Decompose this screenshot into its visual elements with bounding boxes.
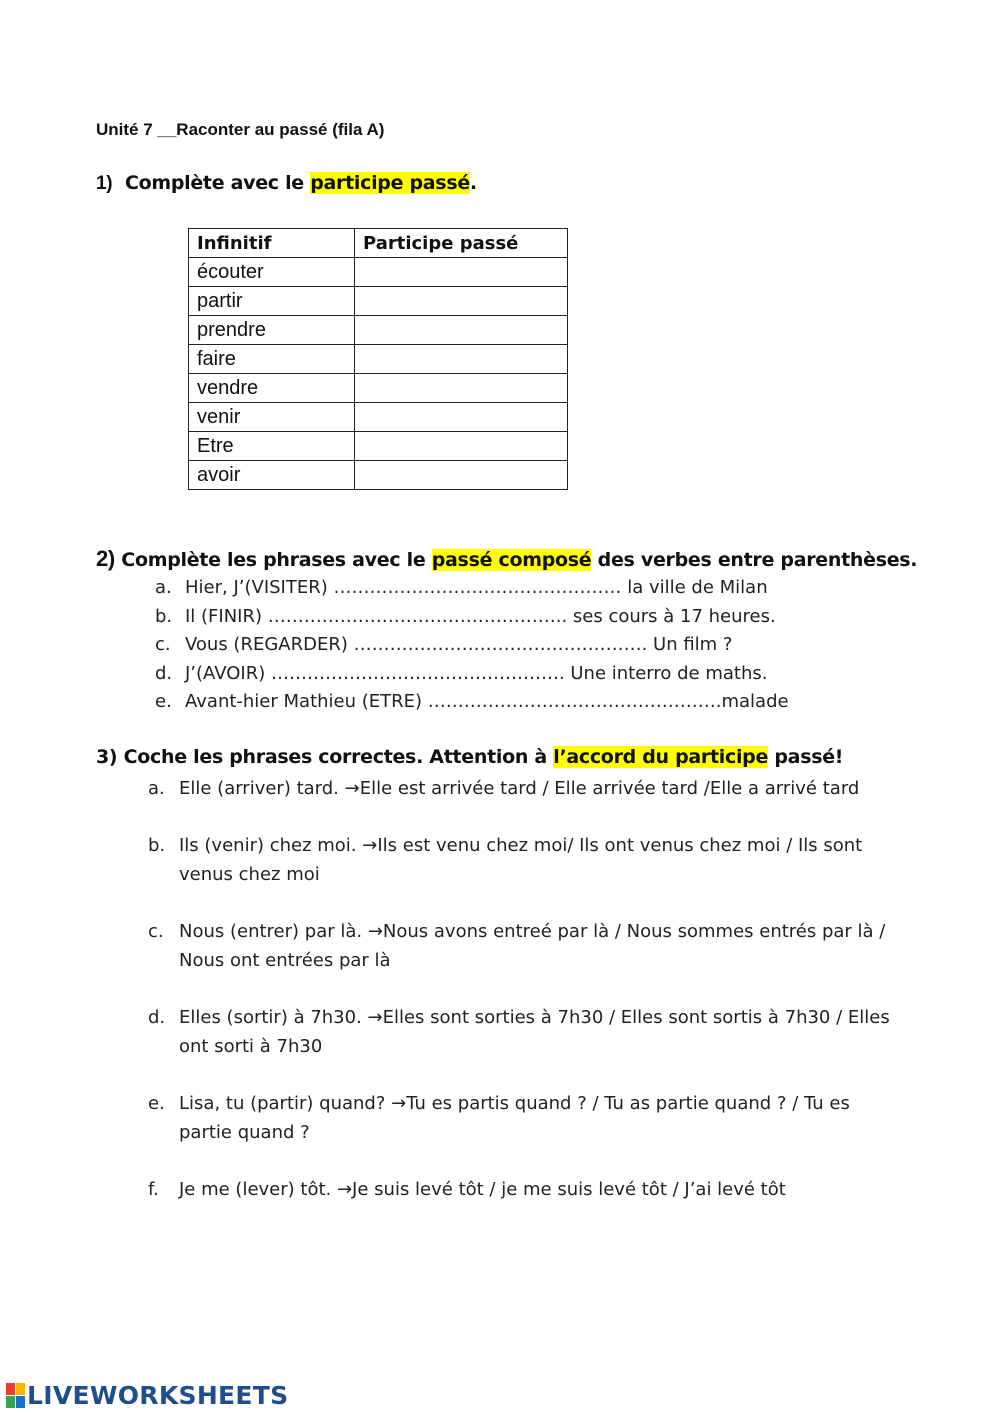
list-item [155,631,955,660]
item-marker: e. [155,691,172,713]
unit-title: Unité 7 __Raconter au passé (fila A) [96,120,385,139]
table-row [189,258,568,287]
item-text: Avant-hier Mathieu (ETRE) ………………………………………….malade [185,691,789,713]
infinitive-cell: venir [189,403,355,432]
section-1-highlight: participe passé [310,172,470,194]
section-1-number: 1) [96,173,113,194]
item-marker: e. [148,1093,165,1114]
infinitive-cell: avoir [189,461,355,490]
item-text: Elle (arriver) tard. →Elle est arrivée tard / Elle arrivée tard /Elle a arrivé tard [179,778,860,799]
infinitive-cell: Etre [189,432,355,461]
header-infinitif: Infinitif [189,229,355,258]
item-marker: b. [148,835,166,856]
table-row [189,374,568,403]
item-marker: d. [148,1007,166,1028]
item-marker: c. [148,921,164,942]
item-text: Vous (REGARDER) …………………………………………. Un film ? [185,634,733,656]
logo-blocks-icon [6,1383,25,1408]
section-2-number: 2) [96,546,115,571]
section-3-text: Coche les phrases correctes. Attention à [123,746,547,768]
item-text: Ils (venir) chez moi. →Ils est venu chez moi/ Ils ont venus chez moi / Ils sont venus chez moi [179,835,863,885]
section-2-title [96,546,917,572]
infinitive-cell: prendre [189,316,355,345]
section-1-title [96,172,477,195]
answer-cell[interactable] [355,287,568,316]
table-row [189,287,568,316]
list-item [155,574,955,603]
header-participe: Participe passé [355,229,568,258]
section-2-list [155,574,955,717]
item-text: Elles (sortir) à 7h30. →Elles sont sorties à 7h30 / Elles sont sortis à 7h30 / Elles ont sorti à 7h30 [179,1007,890,1057]
item-text: Lisa, tu (partir) quand? →Tu es partis quand ? / Tu as partie quand ? / Tu es partie quand ? [179,1093,850,1143]
item-text: Nous (entrer) par là. →Nous avons entreé par là / Nous sommes entrés par là / Nous ont entrées par là [179,921,886,971]
answer-cell[interactable] [355,258,568,287]
section-1-text: Complète avec le [124,172,304,194]
list-item[interactable] [148,1003,908,1061]
list-item[interactable] [148,917,908,975]
list-item [155,603,955,632]
section-3-end: passé! [774,746,844,768]
verb-table [188,228,568,490]
section-2-text: Complète les phrases avec le [121,549,426,571]
infinitive-cell: écouter [189,258,355,287]
infinitive-cell: faire [189,345,355,374]
section-2-end: des verbes entre parenthèses. [597,549,918,571]
answer-cell[interactable] [355,345,568,374]
logo-text: LIVEWORKSHEETS [27,1380,289,1410]
section-3-highlight: l’accord du participe [553,746,769,768]
table-row [189,432,568,461]
item-marker: f. [148,1179,159,1200]
answer-cell[interactable] [355,374,568,403]
section-1-end: . [469,172,477,194]
table-row [189,461,568,490]
item-marker: b. [155,605,173,627]
item-text: Je me (lever) tôt. →Je suis levé tôt / je me suis levé tôt / J’ai levé tôt [179,1179,786,1200]
item-marker: c. [155,634,171,656]
item-text: Hier, J’(VISITER) ………………………………………… la ville de Milan [185,577,768,598]
section-3-list [148,774,908,1232]
item-text: Il (FINIR) ………………………………………….. ses cours à 17 heures. [185,605,776,627]
item-text: J’(AVOIR) …………………………………………. Une interro de maths. [185,662,768,684]
section-3-number: 3) [96,746,118,768]
section-2-highlight: passé composé [431,549,592,571]
answer-cell[interactable] [355,432,568,461]
section-3-title [96,746,843,768]
liveworksheets-logo [6,1380,288,1410]
list-item[interactable] [148,831,908,889]
table-row [189,316,568,345]
list-item[interactable] [148,1175,908,1204]
infinitive-cell: vendre [189,374,355,403]
answer-cell[interactable] [355,316,568,345]
table-header-row [189,229,568,258]
list-item [155,688,955,717]
item-marker: a. [148,778,165,799]
answer-cell[interactable] [355,461,568,490]
list-item[interactable] [148,774,908,803]
list-item [155,660,955,689]
item-marker: a. [155,577,172,598]
infinitive-cell: partir [189,287,355,316]
answer-cell[interactable] [355,403,568,432]
table-row [189,345,568,374]
table-row [189,403,568,432]
item-marker: d. [155,662,173,684]
list-item[interactable] [148,1089,908,1147]
